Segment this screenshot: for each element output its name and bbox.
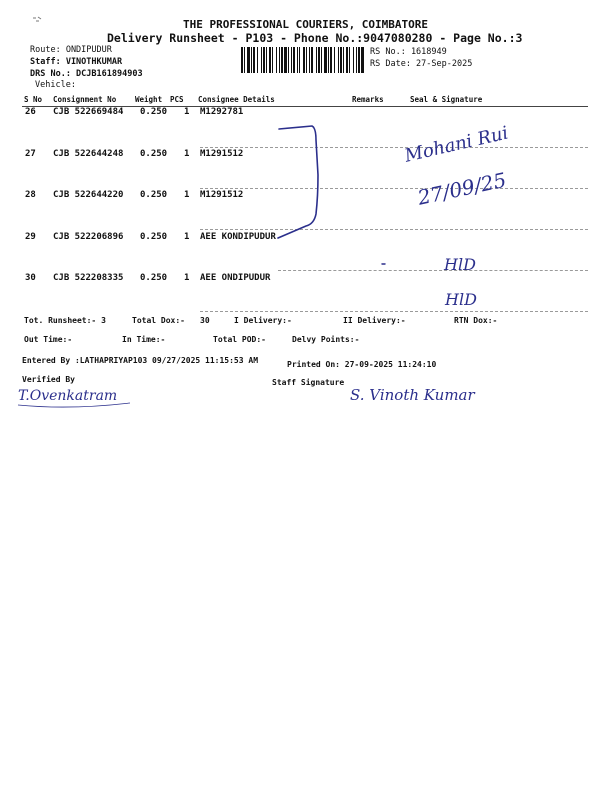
- printed-on: Printed On: 27-09-2025 11:24:10: [287, 360, 437, 369]
- row-weight: 0.250: [140, 149, 168, 159]
- rs-number: RS No.: 1618949: [370, 47, 447, 57]
- row-consignment: CJB 522669484: [53, 107, 124, 117]
- row-consignment: CJB 522206896: [53, 232, 124, 242]
- row-consignee: M1291512: [200, 149, 244, 159]
- hld-mark-2: HlD: [445, 290, 477, 309]
- company-name: THE PROFESSIONAL COURIERS, COIMBATORE: [183, 18, 429, 31]
- col-weight: Weight: [135, 95, 163, 104]
- verifier-signature: T.Ovenkatram: [18, 388, 118, 404]
- row-pcs: 1: [184, 149, 190, 159]
- row-weight: 0.250: [140, 232, 168, 242]
- row-weight: 0.250: [140, 190, 168, 200]
- receiver-date-handwriting: 27/09/25: [415, 167, 509, 210]
- receiver-name-handwriting: Mohani Rui: [402, 122, 511, 167]
- row-consignment: CJB 522208335: [53, 273, 124, 283]
- row-sno: 29: [25, 232, 36, 242]
- corner-scribble: [33, 17, 41, 21]
- row-consignee: M1292781: [200, 107, 244, 117]
- row-sno: 28: [25, 190, 36, 200]
- rtn-dox: RTN Dox:-: [454, 316, 498, 325]
- vehicle-label: Vehicle:: [35, 80, 76, 90]
- staff-label: Staff: VINOTHKUMAR: [30, 57, 123, 67]
- row-sno: 27: [25, 149, 36, 159]
- row-weight: 0.250: [140, 107, 168, 117]
- row-consignee: AEE KONDIPUDUR: [200, 232, 276, 242]
- row-sno: 26: [25, 107, 36, 117]
- row-consignment: CJB 522644248: [53, 149, 124, 159]
- row-sno: 30: [25, 273, 36, 283]
- tot-runsheet: Tot. Runsheet:- 3: [24, 316, 106, 325]
- drs-number: DRS No.: DCJB161894903: [30, 69, 143, 79]
- total-dox-value: 30: [200, 316, 210, 325]
- ii-delivery: II Delivery:-: [343, 316, 406, 325]
- row-consignee: M1291512: [200, 190, 244, 200]
- rs-date: RS Date: 27-Sep-2025: [370, 59, 473, 69]
- col-pcs: PCS: [170, 95, 184, 104]
- in-time: In Time:-: [122, 335, 166, 344]
- total-pod: Total POD:-: [213, 335, 266, 344]
- out-time: Out Time:-: [24, 335, 73, 344]
- row-consignment: CJB 522644220: [53, 190, 124, 200]
- verified-by-label: Verified By: [22, 375, 75, 384]
- total-dox-label: Total Dox:-: [132, 316, 185, 325]
- col-sno: S No: [24, 95, 43, 104]
- i-delivery: I Delivery:-: [234, 316, 292, 325]
- bracket-mark: [278, 126, 318, 238]
- hld-mark-1: HlD: [444, 255, 476, 274]
- runsheet-title: Delivery Runsheet - P103 - Phone No.:9047080280 - Page No.:3: [107, 31, 523, 45]
- delvy-points: Delvy Points:-: [292, 335, 360, 344]
- row-pcs: 1: [184, 107, 190, 117]
- entered-by: Entered By :LATHAPRIYAP103 09/27/2025 11:15:53 AM: [22, 356, 259, 365]
- col-consignment: Consignment No: [53, 95, 117, 104]
- staff-signature-handwriting: S. Vinoth Kumar: [350, 386, 475, 404]
- row-pcs: 1: [184, 190, 190, 200]
- route-label: Route: ONDIPUDUR: [30, 45, 112, 55]
- row-pcs: 1: [184, 232, 190, 242]
- row-consignee: AEE ONDIPUDUR: [200, 273, 271, 283]
- col-consignee: Consignee Details: [198, 95, 275, 104]
- staff-signature-label: Staff Signature: [272, 378, 345, 387]
- row-pcs: 1: [184, 273, 190, 283]
- col-remarks: Remarks: [352, 95, 384, 104]
- row-weight: 0.250: [140, 273, 168, 283]
- col-seal-signature: Seal & Signature: [410, 95, 483, 104]
